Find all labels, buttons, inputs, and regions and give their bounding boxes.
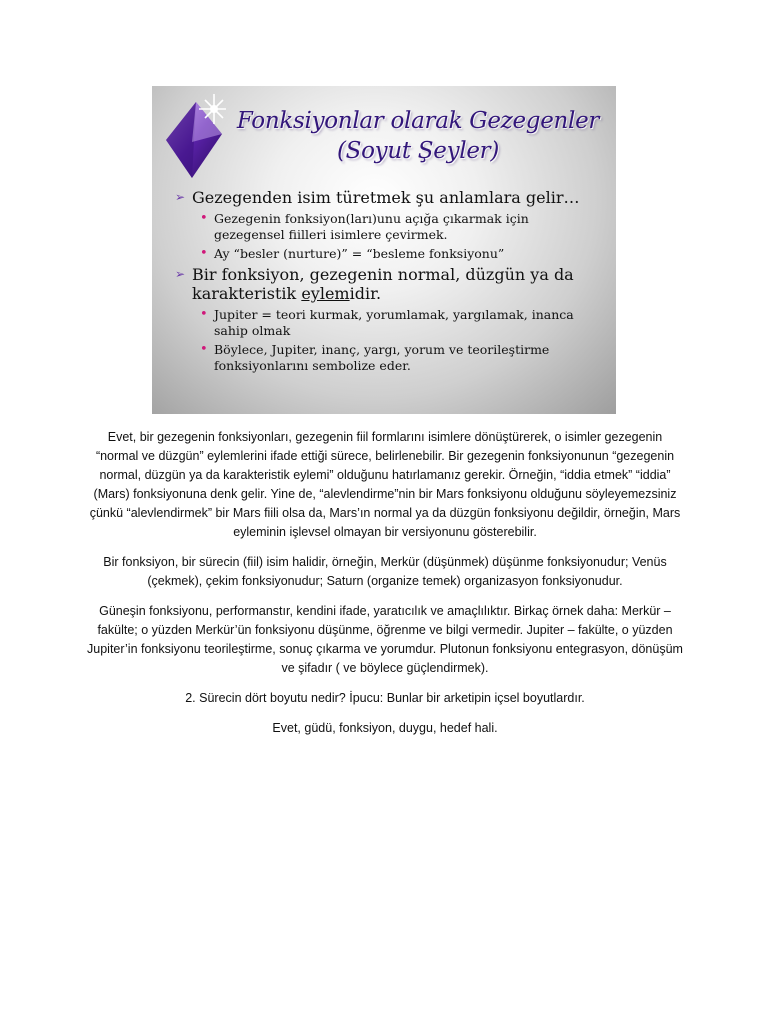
slide-bullet-underlined-word: eylem bbox=[301, 284, 350, 303]
paragraph: Bir fonksiyon, bir sürecin (fiil) isim halidir, örneğin, Merkür (düşünmek) düşünme fonksiyonudur; Venüs (çekmek), çekim fonksiyonudur; Saturn (organize temek) organizasyon fonksiyonudur. bbox=[103, 555, 667, 588]
dot-bullet-icon: • bbox=[200, 342, 208, 357]
slide-sub-bullet-text: Gezegenin fonksiyon(ları)unu açığa çıkarmak için gezegensel fiilleri isimlere çevirmek. bbox=[214, 211, 529, 242]
purple-gem-icon bbox=[162, 92, 226, 180]
slide-bullets bbox=[172, 188, 602, 377]
slide-bullet bbox=[172, 188, 602, 207]
slide-title-line-2: (Soyut Şeyler) bbox=[336, 138, 500, 164]
question-paragraph: 2. Sürecin dört boyutu nedir? İpucu: Bunlar bir arketipin içsel boyutlardır. bbox=[185, 691, 585, 705]
slide-sub-bullet-text: Ay “besler (nurture)” = “besleme fonksiyonu” bbox=[214, 246, 505, 261]
arrow-bullet-icon: ➢ bbox=[175, 190, 186, 204]
slide-bullet bbox=[172, 265, 602, 303]
slide-title-line-1: Fonksiyonlar olarak Gezegenler bbox=[236, 108, 600, 134]
slide-sub-bullet-text: Jupiter = teori kurmak, yorumlamak, yargılamak, inanca sahip olmak bbox=[214, 307, 574, 338]
slide-sub-bullet-text: Böylece, Jupiter, inanç, yargı, yorum ve teorileştirme fonksiyonlarını sembolize eder. bbox=[214, 342, 550, 373]
slide-image bbox=[152, 86, 616, 414]
slide-title bbox=[218, 106, 616, 166]
paragraph: Güneşin fonksiyonu, performanstır, kendini ifade, yaratıcılık ve amaçlılıktır. Birkaç örnek daha: Merkür – fakülte; o yüzden Merkür’ün fonksiyonu düşünme, öğrenme ve bilgi vermedir. Jupiter – fakülte, o yüzden Jupiter’in fonksiyonu teorileştirme, sonuç çıkarma ve yorumdur. Plutonun fonksiyonu entegrasyon, dönüşüm ve şifadır ( ve böylece güçlendirmek). bbox=[87, 604, 683, 675]
slide-bullet-text-part-1: Bir fonksiyon, gezegenin normal, düzgün ya da karakteristik bbox=[192, 265, 574, 303]
paragraph: Evet, bir gezegenin fonksiyonları, gezegenin fiil formlarını isimlere dönüştürerek, o isimler gezegenin “normal ve düzgün” eylemlerini ifade ettiği sürece, belirlenebilir. Bir gezegenin fonksiyonunun “gezegenin normal, düzgün ya da karakteristik eylemi” olduğunu hatırlamanız gerekir. Örneğin, “iddia etmek” “iddia” (Mars) fonksiyonuna denk gelir. Yine de, “alevlendirme”nin bir Mars fonksiyonu olduğunu söyleyemezsiniz çünkü “alevlendirmek” bir Mars fiili olsa da, Mars’ın normal ya da düzgün fonksiyonu değildir, örneğin, Mars eyleminin işlevsel olmayan bir versiyonunu gösterebilir. bbox=[89, 430, 681, 539]
slide-sub-bullet bbox=[172, 246, 602, 262]
arrow-bullet-icon: ➢ bbox=[175, 267, 186, 281]
dot-bullet-icon: • bbox=[200, 307, 208, 322]
slide-sub-bullet bbox=[172, 307, 602, 339]
slide-sub-bullet bbox=[172, 211, 602, 243]
slide-sub-bullet bbox=[172, 342, 602, 374]
slide-bullet-text: Gezegenden isim türetmek şu anlamlara gelir… bbox=[192, 188, 580, 207]
answer-paragraph: Evet, güdü, fonksiyon, duygu, hedef hali. bbox=[272, 721, 498, 735]
document-body bbox=[86, 428, 684, 749]
dot-bullet-icon: • bbox=[200, 246, 208, 261]
slide-bullet-text-part-2: idir. bbox=[349, 284, 382, 303]
dot-bullet-icon: • bbox=[200, 211, 208, 226]
